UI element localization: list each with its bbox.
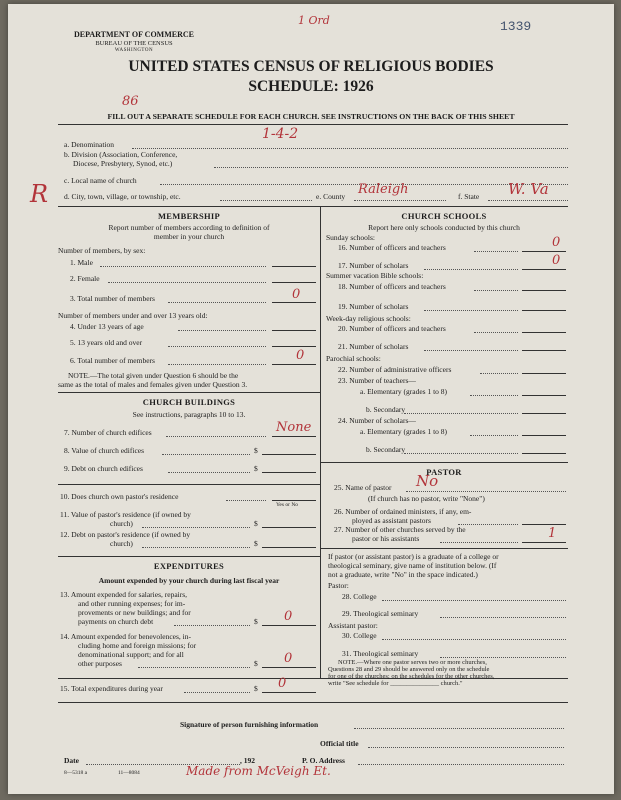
q1-label: 1. Male [70,258,93,267]
q15-value: 0 [278,676,287,691]
q7-dots [166,436,266,437]
buildings-mid-rule [58,484,320,485]
q10-label: 10. Does church own pastor's residence [60,492,179,501]
q16-value: 0 [552,235,561,250]
by-sex-label: Number of members, by sex: [58,246,146,255]
q17-label: 17. Number of scholars [338,261,409,270]
membership-intro-2: member in your church [153,232,225,241]
denomination-line [132,148,568,149]
q6-dots [168,364,266,365]
official-title-label: Official title [320,739,359,748]
q13-value: 0 [284,609,293,624]
q5-answer-line [272,346,316,347]
q11-dots [142,527,250,528]
q13-label-3: provements or new buildings; and for [78,608,191,617]
q8-dollar: $ [254,446,258,455]
q26-label-1: 26. Number of ordained ministers, if any, em- [334,507,472,516]
bureau-label: BUREAU OF THE CENSUS [95,40,173,47]
dept-label: DEPARTMENT OF COMMERCE [73,30,194,39]
q6-answer-line [272,364,316,365]
q3-answer-line [272,302,316,303]
q13-label-4: payments on church debt [78,617,154,626]
yes-no-hint: Yes or No [276,502,299,508]
q17-value: 0 [552,253,561,268]
q11-label-1: 11. Value of pastor's residence (if owned by [60,510,191,519]
q18-label: 18. Number of officers and teachers [338,282,446,291]
q7-value: None [276,420,312,435]
pastor-note-1: NOTE.—Where one pastor serves two or more churches, [338,659,487,666]
q31-label: 31. Theological seminary [342,649,419,658]
q21-dots [424,350,518,351]
q11-answer-line [262,527,316,528]
q10-answer-line [272,500,316,501]
q27-answer-line [522,542,566,543]
membership-intro-1: Report number of members according to definition of [108,223,270,232]
q13-label-1: 13. Amount expended for salaries, repairs, [60,590,188,599]
q29-dots [440,617,566,618]
q24-label: 24. Number of scholars— [338,416,416,425]
q15-dollar: $ [254,684,258,693]
q12-answer-line [262,547,316,548]
under-over-label: Number of members under and over 13 years old: [58,311,208,320]
q17-answer-line [522,269,566,270]
division-line [214,167,568,168]
grad-note-2: theological seminary, give name of institution below. (If [328,561,497,570]
po-address-label: P. O. Address [302,756,345,765]
q14-label-4: other purposes [78,659,122,668]
q20-label: 20. Number of officers and teachers [338,324,446,333]
stamp-number: 1339 [500,19,532,34]
form-subtitle: SCHEDULE: 1926 [248,78,374,95]
q11-dollar: $ [254,519,258,528]
local-name-label: c. Local name of church [64,176,137,185]
q23a-answer-line [522,395,566,396]
q7-answer-line [272,436,316,437]
q4-dots [178,330,266,331]
q6-label: 6. Total number of members [70,356,155,365]
division-label-1: b. Division (Association, Conference, [64,150,178,159]
q9-dots [168,472,250,473]
q3-label: 3. Total number of members [70,294,155,303]
q27-value: 1 [548,526,557,541]
q23a-dots [470,395,518,396]
grad-note-1: If pastor (or assistant pastor) is a graduate of a college or [328,552,499,561]
denomination-label: a. Denomination [64,140,114,149]
pastor-mid-rule [320,548,568,549]
state-label: f. State [458,192,480,201]
pastor-note-4: write "See schedule for _______________ church." [328,680,463,687]
county-line [354,200,446,201]
q30-label: 30. College [342,631,377,640]
q15-dots [184,692,250,693]
city-label: WASHINGTON [114,48,154,53]
q24a-answer-line [522,435,566,436]
signature-line [354,728,564,729]
city-line [220,200,312,201]
q13-label-2: and other running expenses; for im- [78,599,186,608]
q27-dots [440,542,518,543]
q2-answer-line [272,282,316,283]
summer-label: Summer vacation Bible schools: [326,271,424,280]
q25-dots [406,491,566,492]
q10-dots [226,500,266,501]
schools-title: CHURCH SCHOOLS [401,211,487,221]
county-value: Raleigh [358,182,409,197]
q15-answer-line [262,692,316,693]
q23-label: 23. Number of teachers— [338,376,416,385]
q14-dots [138,667,250,668]
buildings-intro: See instructions, paragraphs 10 to 13. [132,410,246,419]
q12-label-1: 12. Debt on pastor's residence (if owned by [60,530,191,539]
q20-dots [474,332,518,333]
schools-intro: Report here only schools conducted by this church [368,223,520,232]
q21-answer-line [522,350,566,351]
handwritten-top-note: 1 Ord [298,14,330,27]
q30-dots [382,639,566,640]
q17-dots [424,269,518,270]
date-year: , 192 [240,756,255,765]
q9-answer-line [262,472,316,473]
q25-label: 25. Name of pastor [334,483,392,492]
census-schedule-sheet [8,4,614,794]
denomination-value: 1-4-2 [262,126,299,142]
schools-bottom-rule [320,462,568,463]
q13-dots [174,625,250,626]
q22-label: 22. Number of administrative officers [338,365,452,374]
q9-label: 9. Debt on church edifices [64,464,143,473]
q29-label: 29. Theological seminary [342,609,419,618]
state-line [488,200,568,201]
q2-dots [108,282,266,283]
membership-bottom-rule [58,392,320,393]
official-title-line [368,747,564,748]
q22-dots [480,373,518,374]
signature-label: Signature of person furnishing information [180,720,319,729]
q12-dots [142,547,250,548]
q23b-answer-line [522,413,566,414]
q8-dots [162,454,250,455]
q24a-label: a. Elementary (grades 1 to 8) [360,427,448,436]
print-number: 11—8084 [118,770,140,776]
body-top-rule [58,206,568,207]
q26-answer-line [522,524,566,525]
q19-label: 19. Number of scholars [338,302,409,311]
q14-label-1: 14. Amount expended for benevolences, in- [60,632,192,641]
membership-note-1: NOTE.—The total given under Question 6 should be the [68,371,239,380]
expenditures-intro: Amount expended by your church during last fiscal year [98,576,280,585]
q4-answer-line [272,330,316,331]
pastor-title: PASTOR [426,467,462,477]
q27-label-1: 27. Number of other churches served by the [334,525,466,534]
q12-label-2: church) [110,539,133,548]
buildings-title: CHURCH BUILDINGS [142,397,236,407]
q28-dots [382,600,566,601]
q28-label: 28. College [342,592,377,601]
q8-label: 8. Value of church edifices [64,446,145,455]
buildings-bottom-rule [58,556,320,557]
column-divider [320,206,321,678]
q22-answer-line [522,373,566,374]
q25-note: (If church has no pastor, write "None") [368,494,485,503]
q31-dots [440,657,566,658]
q23a-label: a. Elementary (grades 1 to 8) [360,387,448,396]
q26-dots [458,524,518,525]
q9-dollar: $ [254,464,258,473]
q19-dots [424,310,518,311]
q14-value: 0 [284,651,293,666]
q3-dots [168,302,266,303]
state-value: W. Va [508,180,549,198]
q15-label: 15. Total expenditures during year [60,684,163,693]
q5-dots [168,346,266,347]
q16-answer-line [522,251,566,252]
po-address-line [358,764,564,765]
q2-label: 2. Female [70,274,100,283]
handwritten-footer-note: Made from McVeigh Et. [186,764,331,778]
q14-dollar: $ [254,659,258,668]
q19-answer-line [522,310,566,311]
q23b-dots [404,413,518,414]
pastor-note-3: for one of the churches; on the schedules for the other churches, [328,673,495,680]
q24b-label: b. Secondary [366,445,406,454]
q24b-answer-line [522,453,566,454]
q26-label-2: ployed as assistant pastors [352,516,431,525]
division-label-2: Diocese, Presbytery, Synod, etc.) [73,159,173,168]
q7-label: 7. Number of church edifices [64,428,152,437]
q25-value: No [416,472,439,490]
membership-note-2: same as the total of males and females given under Question 3. [58,380,248,389]
fill-out-instruction: FILL OUT A SEPARATE SCHEDULE FOR EACH CHURCH. SEE INSTRUCTIONS ON THE BACK OF THIS SHEET [107,112,515,121]
q5-label: 5. 13 years old and over [70,338,143,347]
q24b-dots [404,453,518,454]
footer-rule [58,702,568,703]
date-label: Date [64,756,79,765]
q18-answer-line [522,290,566,291]
q12-dollar: $ [254,539,258,548]
q1-answer-line [272,266,316,267]
q16-dots [474,251,518,252]
q11-label-2: church) [110,519,133,528]
sunday-label: Sunday schools: [326,233,375,242]
q14-label-3: denominational support; and for all [78,650,184,659]
q6-value: 0 [296,348,305,363]
handwritten-number: 86 [122,94,139,109]
q16-label: 16. Number of officers and teachers [338,243,446,252]
parochial-label: Parochial schools: [326,354,381,363]
county-label: e. County [316,192,346,201]
weekday-label: Week-day religious schools: [326,314,411,323]
expenditures-title: EXPENDITURES [153,561,225,571]
q21-label: 21. Number of scholars [338,342,409,351]
membership-title: MEMBERSHIP [157,211,221,221]
city-label: d. City, town, village, or township, etc. [64,192,181,201]
q18-dots [474,290,518,291]
form-number: 8—5318 a [64,770,88,776]
q1-dots [100,266,266,267]
pastor-note-2: Questions 28 and 29 should be answered only on the schedule [328,666,490,673]
q8-answer-line [262,454,316,455]
q13-answer-line [262,625,316,626]
grad-note-3: not a graduate, write "No" in the space indicated.) [328,570,478,579]
margin-mark: R [30,180,49,208]
q4-label: 4. Under 13 years of age [70,322,144,331]
pastor-sub-label: Pastor: [328,581,349,590]
q3-value: 0 [292,287,301,302]
q23b-label: b. Secondary [366,405,406,414]
q24a-dots [470,435,518,436]
q20-answer-line [522,332,566,333]
form-title: UNITED STATES CENSUS OF RELIGIOUS BODIES [128,58,494,75]
header-rule [58,124,568,125]
assistant-sub-label: Assistant pastor: [328,621,378,630]
q14-answer-line [262,667,316,668]
q13-dollar: $ [254,617,258,626]
q14-label-2: cluding home and foreign missions; for [78,641,197,650]
q27-label-2: pastor or his assistants [352,534,420,543]
